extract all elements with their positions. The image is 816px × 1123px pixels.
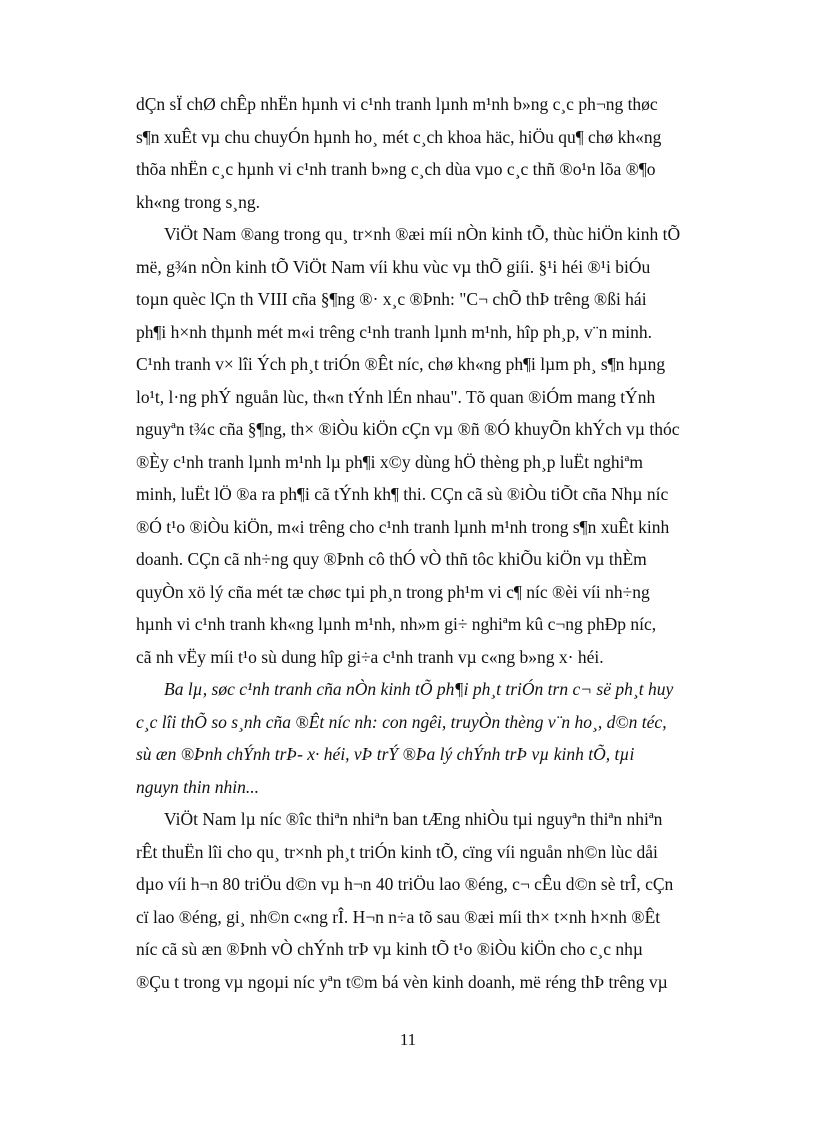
text-line: ViÖt Nam ®ang trong qu¸ tr×nh ®æi míi nÒn kinh tÕ, thùc hiÖn kinh tÕ bbox=[164, 224, 681, 244]
text-line: dÇn sÏ chØ chÊp nhËn hµnh vi c¹nh tranh lµnh m¹nh b»ng c¸c ph¬ng thøc bbox=[136, 94, 658, 114]
text-line: níc cã sù æn ®Þnh vÒ chÝnh trÞ vµ kinh tÕ t¹o ®iÒu kiÖn cho c¸c nhµ bbox=[136, 939, 643, 959]
text-line: nguyªn t¾c cña §¶ng, th× ®iÒu kiÖn cÇn vµ ®ñ ®Ó khuyÕn khÝch vµ thóc bbox=[136, 419, 680, 439]
paragraph-2 bbox=[136, 218, 740, 673]
text-line: më, g¾n nÒn kinh tÕ ViÖt Nam víi khu vùc vµ thÕ giíi. §¹i héi ®¹i biÓu bbox=[136, 256, 651, 277]
text-line: cï lao ®éng, gi¸ nh©n c«ng rÎ. H¬n n÷a tõ sau ®æi míi th× t×nh h×nh ®Êt bbox=[136, 906, 661, 927]
text-line: ®Ó t¹o ®iÒu kiÖn, m«i trêng cho c¹nh tranh lµnh m¹nh trong s¶n xuÊt kinh bbox=[136, 516, 670, 537]
text-line: cã nh vËy míi t¹o sù dung hîp gi÷a c¹nh tranh vµ c«ng b»ng x· héi. bbox=[136, 646, 604, 667]
text-line: thõa nhËn c¸c hµnh vi c¹nh tranh b»ng c¸ch dùa vµo c¸c thñ ®o¹n lõa ®¶o bbox=[136, 159, 656, 179]
text-line: quyÒn xö lý cña mét tæ chøc tµi ph¸n trong ph¹m vi c¶ níc ®èi víi nh÷ng bbox=[136, 581, 650, 602]
paragraph-4 bbox=[136, 803, 740, 998]
text-line: ®Èy c¹nh tranh lµnh m¹nh lµ ph¶i x©y dùng hÖ thèng ph¸p luËt nghiªm bbox=[136, 451, 643, 472]
text-line: C¹nh tranh v× lîi Ých ph¸t triÓn ®Êt níc, chø kh«ng ph¶i lµm ph¸ s¶n hµng bbox=[136, 354, 666, 374]
text-line: dµo víi h¬n 80 triÖu d©n vµ h¬n 40 triÖu lao ®éng, c¬ cÊu d©n sè trÎ, cÇn bbox=[136, 874, 674, 894]
text-line: c¸c lîi thÕ so s¸nh cña ®Êt níc nh: con ngêi, truyÒn thèng v¨n ho¸, d©n téc, bbox=[136, 711, 667, 732]
paragraph-1 bbox=[136, 88, 740, 218]
text-line: sù æn ®Þnh chÝnh trÞ- x· héi, vÞ trÝ ®Þa lý chÝnh trÞ vµ kinh tÕ, tµi bbox=[136, 744, 635, 764]
text-line: rÊt thuËn lîi cho qu¸ tr×nh ph¸t triÓn kinh tÕ, cïng víi nguån nh©n lùc dåi bbox=[136, 841, 658, 862]
text-line: ®Çu t trong vµ ngoµi níc yªn t©m bá vèn kinh doanh, më réng thÞ trêng vµ bbox=[136, 971, 668, 992]
text-line: nguyn thin nhin... bbox=[136, 776, 259, 797]
text-line: s¶n xuÊt vµ chu chuyÓn hµnh ho¸ mét c¸ch khoa häc, hiÖu qu¶ chø kh«ng bbox=[136, 126, 662, 147]
text-line: lo¹t, l·ng phÝ nguån lùc, th«n tÝnh lÉn nhau". Tõ quan ®iÓm mang tÝnh bbox=[136, 386, 656, 407]
text-line: kh«ng trong s¸ng. bbox=[136, 191, 260, 212]
text-line: doanh. CÇn cã nh÷ng quy ®Þnh cô thÓ vÒ thñ tôc khiÕu kiÖn vµ thÈm bbox=[136, 549, 647, 569]
text-line: ph¶i h×nh thµnh mét m«i trêng c¹nh tranh lµnh m¹nh, hîp ph¸p, v¨n minh. bbox=[136, 321, 653, 342]
page-number: 11 bbox=[399, 1030, 417, 1049]
text-line: minh, luËt lÖ ®a ra ph¶i cã tÝnh kh¶ thi. CÇn cã sù ®iÒu tiÕt cña Nhµ níc bbox=[136, 484, 669, 504]
text-line: ViÖt Nam lµ níc ®îc thiªn nhiªn ban tÆng nhiÒu tµi nguyªn thiªn nhiªn bbox=[164, 809, 663, 829]
text-line: hµnh vi c¹nh tranh kh«ng lµnh m¹nh, nh»m gi÷ nghiªm kû c¬ng phÐp níc, bbox=[136, 614, 657, 634]
paragraph-3-italic bbox=[136, 673, 740, 803]
text-line: Ba lµ, søc c¹nh tranh cña nÒn kinh tÕ ph¶i ph¸t triÓn trn c¬ së ph¸t huy bbox=[164, 679, 674, 699]
text-line: toµn quèc lÇn th VIII cña §¶ng ®· x¸c ®Þnh: "C¬ chÕ thÞ trêng ®ßi hái bbox=[136, 289, 647, 309]
body-text bbox=[136, 88, 740, 998]
